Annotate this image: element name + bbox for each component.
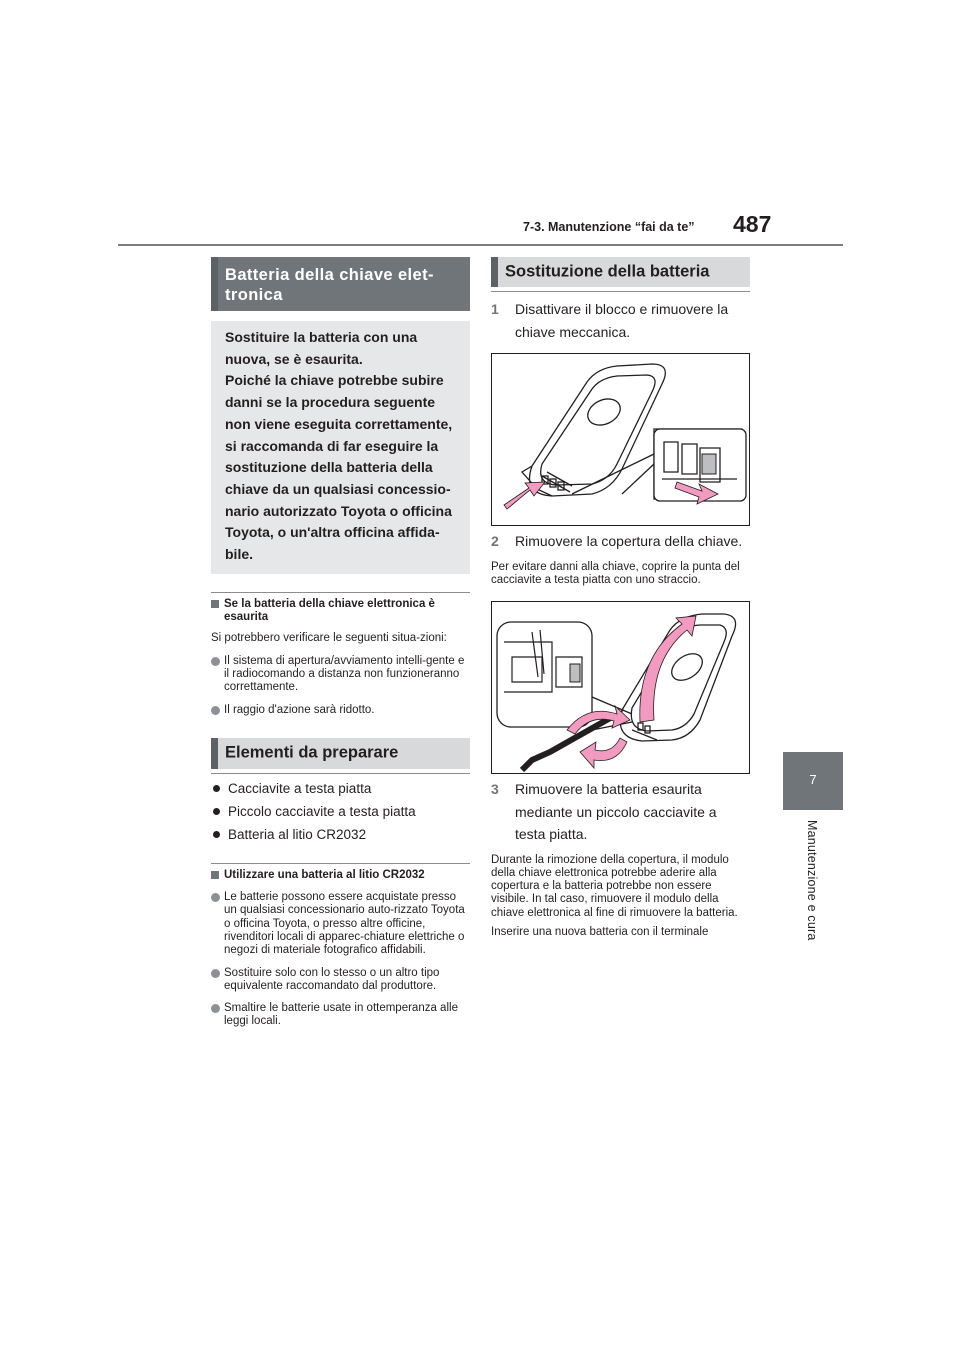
battery-low-bullet: Il sistema di apertura/avviamento intelli-gente e il radiocomando a distanza non funzioneranno correttamente. — [211, 655, 470, 695]
items-list — [211, 773, 470, 846]
replace-section-heading — [491, 257, 750, 287]
replace-divider — [491, 291, 750, 292]
battery-low-section — [211, 592, 470, 717]
intro-line: nuova, se è esaurita. — [225, 350, 363, 367]
figure-remove-cover — [491, 601, 750, 774]
intro-line: non viene eseguita correttamente, — [225, 415, 453, 432]
step-text: Rimuovere la batteria esaurita mediante un piccolo cacciavite a testa piatta. — [515, 781, 717, 843]
chapter-label: Manutenzione e cura — [805, 820, 819, 941]
step-number: 2 — [491, 533, 499, 549]
list-item: Piccolo cacciavite a testa piatta — [211, 800, 470, 823]
items-title: Elementi da preparare — [225, 743, 399, 762]
items-section-heading — [211, 738, 470, 769]
page-number: 487 — [733, 211, 772, 237]
chapter-label-container — [805, 820, 825, 970]
cr2032-bullet: Smaltire le batterie usate in ottemperanza alle leggi locali. — [211, 1002, 470, 1029]
intro-line: Poiché la chiave potrebbe subire — [225, 372, 444, 389]
key-illustration-2 — [492, 602, 749, 773]
battery-low-bullet: Il raggio d'azione sarà ridotto. — [211, 704, 470, 717]
step-2 — [491, 530, 750, 553]
list-item: Cacciavite a testa piatta — [211, 777, 470, 800]
section-title: 7-3. Manutenzione “fai da te” — [523, 220, 695, 234]
key-illustration-1 — [492, 354, 749, 525]
left-column — [211, 257, 470, 1029]
intro-line: si raccomanda di far eseguire la — [225, 437, 439, 454]
right-column — [491, 257, 750, 939]
intro-line: chiave da un qualsiasi concessio- — [225, 480, 451, 497]
step-3 — [491, 778, 750, 846]
battery-low-text: Si potrebbero verificare le seguenti situa-zioni: — [211, 632, 447, 645]
intro-line: Sostituire la batteria con una — [225, 329, 418, 345]
cr2032-bullet: Le batterie possono essere acquistate presso un qualsiasi concessionario auto-rizzato Toyota o officina Toyota, o presso altre officine, rivenditori locali di apparec-chiature elettriche o negozi di materiale fotografico affidabili. — [211, 891, 470, 957]
step-3-note: Durante la rimozione della copertura, il modulo della chiave elettronica potrebbe aderire alla copertura e la batteria potrebbe non essere visibile. In tal caso, rimuovere il modulo della chiave elettronica al fine di rimuovere la batteria. — [491, 853, 738, 919]
step-3-note: Inserire una nuova batteria con il terminale — [491, 926, 709, 939]
list-item: Batteria al litio CR2032 — [211, 823, 470, 846]
battery-low-title: Se la batteria della chiave elettronica è esaurita — [211, 598, 470, 625]
cr2032-bullet: Sostituire solo con lo stesso o un altro tipo equivalente raccomandato dal produttore. — [211, 967, 470, 994]
battery-section-heading — [211, 257, 470, 311]
header-divider — [118, 244, 843, 246]
step-2-note: Per evitare danni alla chiave, coprire la punta del cacciavite a testa piatta con uno straccio. — [491, 560, 740, 586]
replace-title: Sostituzione della batteria — [505, 262, 710, 281]
intro-line: Toyota, o un'altra officina affida- — [225, 524, 440, 541]
chapter-tab[interactable] — [783, 752, 843, 810]
step-number: 3 — [491, 781, 499, 798]
battery-title-line2: tronica — [225, 286, 283, 304]
step-text: Rimuovere la copertura della chiave. — [515, 533, 743, 549]
intro-line: sostituzione della batteria della — [225, 459, 433, 476]
step-1 — [491, 298, 750, 343]
battery-title-line1: Batteria della chiave elet- — [225, 266, 434, 284]
intro-line: nario autorizzato Toyota o officina — [225, 502, 452, 519]
step-number: 1 — [491, 301, 499, 317]
cr2032-section — [211, 863, 470, 1029]
intro-line: danni se la procedura seguente — [225, 394, 436, 411]
intro-box — [211, 321, 470, 574]
intro-line: bile. — [225, 546, 254, 563]
chapter-number: 7 — [809, 772, 817, 787]
step-text: Disattivare il blocco e rimuovere la chiave meccanica. — [515, 301, 729, 340]
cr2032-title: Utilizzare una batteria al litio CR2032 — [211, 869, 470, 882]
figure-remove-mechanical-key — [491, 353, 750, 526]
